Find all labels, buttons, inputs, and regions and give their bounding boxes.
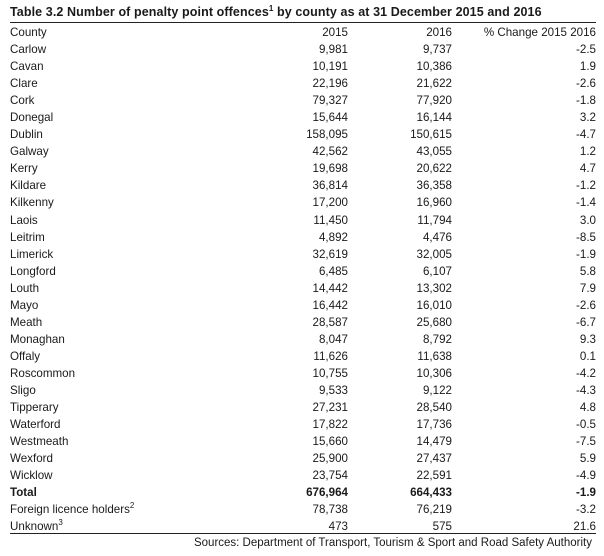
table-row bbox=[10, 501, 600, 518]
value-2016-cell: 11,638 bbox=[417, 349, 452, 363]
percent-change-cell: -7.5 bbox=[576, 435, 596, 449]
county-cell: Tipperary bbox=[10, 401, 59, 415]
table-row bbox=[10, 297, 600, 314]
table-row bbox=[10, 92, 600, 109]
table-row bbox=[10, 433, 600, 450]
county-cell: Longford bbox=[10, 264, 56, 278]
value-2015-cell: 14,442 bbox=[312, 281, 348, 295]
percent-change-cell: -4.7 bbox=[576, 128, 596, 142]
total-row bbox=[10, 484, 600, 501]
table-title: Table 3.2 Number of penalty point offences$^1$ by county as at 31 December 2015 and 2016 bbox=[10, 3, 542, 19]
county-label: Unknown bbox=[10, 520, 59, 534]
value-2015-cell: 16,442 bbox=[312, 298, 348, 312]
value-2015-cell: 10,191 bbox=[312, 60, 348, 74]
value-2016-cell: 17,736 bbox=[416, 418, 452, 432]
bottom-rule bbox=[10, 533, 596, 534]
value-2015-cell: 15,660 bbox=[312, 435, 348, 449]
value-2016-cell: 8,792 bbox=[422, 332, 452, 346]
value-2015-cell: 22,196 bbox=[312, 77, 348, 91]
percent-change-cell: 1.9 bbox=[579, 60, 596, 74]
county-label: Foreign licence holders bbox=[10, 503, 130, 517]
county-cell: Roscommon bbox=[10, 366, 76, 380]
percent-change-cell: 3.2 bbox=[579, 111, 596, 125]
county-cell: Kilkenny bbox=[10, 196, 54, 210]
table-row bbox=[10, 382, 600, 399]
value-2016-cell: 10,306 bbox=[416, 366, 452, 380]
value-2016-cell: 22,591 bbox=[416, 469, 452, 483]
table-row bbox=[10, 348, 600, 365]
table-row bbox=[10, 280, 600, 297]
county-cell: Meath bbox=[10, 315, 43, 329]
percent-change-cell: -2.5 bbox=[576, 43, 596, 57]
county-cell: Laois bbox=[10, 213, 38, 227]
value-2016-cell: 13,302 bbox=[416, 281, 452, 295]
value-2016-cell: 27,437 bbox=[416, 452, 452, 466]
table-row bbox=[10, 58, 600, 75]
percent-change-cell: -4.2 bbox=[576, 366, 596, 380]
table-row bbox=[10, 331, 600, 348]
value-2016-cell: 11,794 bbox=[417, 213, 452, 227]
county-cell: Kerry bbox=[10, 162, 38, 176]
column-header-county: County bbox=[10, 26, 47, 40]
county-cell: Cavan bbox=[10, 60, 44, 74]
value-2015-cell: 158,095 bbox=[306, 128, 348, 142]
value-2015-cell: 11,626 bbox=[313, 349, 348, 363]
table-row bbox=[10, 177, 600, 194]
table-row bbox=[10, 109, 600, 126]
percent-change-cell: -1.9 bbox=[576, 247, 596, 261]
percent-change-cell: 7.9 bbox=[579, 281, 596, 295]
value-2015-cell: 78,738 bbox=[312, 503, 348, 517]
percent-change-cell: -6.7 bbox=[576, 315, 596, 329]
value-2015-cell: 25,900 bbox=[312, 452, 348, 466]
percent-change-cell: -2.6 bbox=[576, 298, 596, 312]
table-body bbox=[10, 41, 600, 535]
top-rule bbox=[10, 22, 596, 23]
value-2016-cell: 43,055 bbox=[416, 145, 452, 159]
value-2016-cell: 76,219 bbox=[416, 503, 452, 517]
table-row bbox=[10, 450, 600, 467]
county-cell bbox=[10, 501, 210, 518]
county-cell: Sligo bbox=[10, 384, 36, 397]
value-2015-cell: 36,814 bbox=[312, 179, 348, 193]
table-row bbox=[10, 399, 600, 416]
county-cell: Dublin bbox=[10, 128, 43, 142]
table-row bbox=[10, 160, 600, 177]
percent-change-cell: 5.9 bbox=[579, 452, 596, 466]
percent-change-cell: -4.9 bbox=[576, 469, 596, 483]
source-note: Sources: Department of Transport, Tourism & Sport and Road Safety Authority bbox=[193, 537, 592, 549]
value-2016-cell: 77,920 bbox=[416, 94, 452, 108]
footnote-marker: 3 bbox=[58, 518, 63, 528]
value-2016-cell: 32,005 bbox=[416, 247, 452, 261]
county-cell: Offaly bbox=[10, 349, 41, 363]
county-cell: Clare bbox=[10, 77, 38, 91]
percent-change-cell: -8.5 bbox=[576, 230, 596, 244]
value-2015-cell: 23,754 bbox=[312, 469, 348, 483]
percent-change-cell: -1.4 bbox=[576, 196, 596, 210]
column-header-change: % Change 2015 2016 bbox=[483, 26, 596, 40]
table-row bbox=[10, 416, 600, 433]
table-row bbox=[10, 246, 600, 263]
percent-change-cell: 9.3 bbox=[579, 332, 596, 346]
county-cell: Cork bbox=[10, 94, 35, 108]
value-2015-cell: 42,562 bbox=[312, 145, 348, 159]
value-2015-cell: 79,327 bbox=[312, 94, 348, 108]
county-cell: Total bbox=[10, 486, 37, 500]
percent-change-cell: 21.6 bbox=[573, 520, 596, 534]
county-cell: Kildare bbox=[10, 179, 47, 193]
percent-change-cell: -3.2 bbox=[576, 503, 596, 517]
percent-change-cell: -4.3 bbox=[576, 384, 596, 397]
value-2015-cell: 473 bbox=[328, 520, 348, 534]
value-2016-cell: 21,622 bbox=[416, 77, 452, 91]
county-cell: Wicklow bbox=[10, 469, 53, 483]
value-2015-cell: 27,231 bbox=[312, 401, 348, 415]
value-2016-cell: 16,144 bbox=[416, 111, 452, 125]
county-cell: Leitrim bbox=[10, 230, 45, 244]
percent-change-cell: -1.9 bbox=[576, 486, 596, 500]
value-2015-cell: 676,964 bbox=[306, 486, 348, 500]
county-cell: Mayo bbox=[10, 298, 39, 312]
value-2016-cell: 36,358 bbox=[416, 179, 452, 193]
percent-change-cell: 4.8 bbox=[579, 401, 596, 415]
value-2015-cell: 4,892 bbox=[318, 230, 348, 244]
table-row bbox=[10, 126, 600, 143]
column-header-2015: 2015 bbox=[322, 26, 348, 40]
value-2015-cell: 32,619 bbox=[312, 247, 348, 261]
value-2015-cell: 8,047 bbox=[318, 332, 348, 346]
table-row bbox=[10, 314, 600, 331]
value-2016-cell: 9,122 bbox=[422, 384, 452, 397]
table-row bbox=[10, 229, 600, 246]
value-2015-cell: 6,485 bbox=[318, 264, 348, 278]
table-row bbox=[10, 143, 600, 160]
penalty-points-table bbox=[10, 24, 600, 535]
county-cell: Monaghan bbox=[10, 332, 65, 346]
value-2015-cell: 15,644 bbox=[312, 111, 348, 125]
percent-change-cell: -0.5 bbox=[576, 418, 596, 432]
percent-change-cell: 5.8 bbox=[579, 264, 596, 278]
value-2016-cell: 10,386 bbox=[416, 60, 452, 74]
percent-change-cell: 1.2 bbox=[579, 145, 596, 159]
percent-change-cell: -1.2 bbox=[576, 179, 596, 193]
county-cell: Donegal bbox=[10, 111, 54, 125]
value-2016-cell: 9,737 bbox=[422, 43, 452, 57]
value-2016-cell: 14,479 bbox=[416, 435, 452, 449]
percent-change-cell: -2.6 bbox=[576, 77, 596, 91]
value-2016-cell: 20,622 bbox=[416, 162, 452, 176]
value-2015-cell: 9,981 bbox=[318, 43, 348, 57]
county-cell: Carlow bbox=[10, 43, 47, 57]
table-row bbox=[10, 194, 600, 211]
value-2016-cell: 150,615 bbox=[410, 128, 452, 142]
value-2015-cell: 9,533 bbox=[318, 384, 348, 397]
county-cell: Galway bbox=[10, 145, 49, 159]
percent-change-cell: 3.0 bbox=[579, 213, 596, 227]
value-2016-cell: 6,107 bbox=[422, 264, 452, 278]
footnote-marker: 2 bbox=[129, 501, 135, 511]
header-row bbox=[10, 24, 600, 41]
value-2015-cell: 19,698 bbox=[312, 162, 348, 176]
value-2016-cell: 16,960 bbox=[416, 196, 452, 210]
table-row bbox=[10, 212, 600, 229]
value-2016-cell: 664,433 bbox=[410, 486, 452, 500]
table-row bbox=[10, 263, 600, 280]
county-cell: Westmeath bbox=[10, 435, 69, 449]
value-2016-cell: 575 bbox=[432, 520, 452, 534]
column-header-2016: 2016 bbox=[426, 26, 452, 40]
value-2015-cell: 17,822 bbox=[312, 418, 348, 432]
county-cell: Louth bbox=[10, 281, 40, 295]
value-2016-cell: 25,680 bbox=[416, 315, 452, 329]
table-row bbox=[10, 467, 600, 484]
county-cell: Limerick bbox=[10, 247, 54, 261]
value-2015-cell: 10,755 bbox=[312, 366, 348, 380]
value-2015-cell: 11,450 bbox=[313, 213, 348, 227]
table-row bbox=[10, 41, 600, 58]
percent-change-cell: -1.8 bbox=[576, 94, 596, 108]
county-cell: Waterford bbox=[10, 418, 61, 432]
county-cell: Wexford bbox=[10, 452, 53, 466]
value-2015-cell: 17,200 bbox=[312, 196, 348, 210]
table-row bbox=[10, 75, 600, 92]
value-2015-cell: 28,587 bbox=[312, 315, 348, 329]
table-row bbox=[10, 365, 600, 382]
value-2016-cell: 16,010 bbox=[416, 298, 452, 312]
percent-change-cell: 0.1 bbox=[579, 349, 596, 363]
percent-change-cell: 4.7 bbox=[579, 162, 596, 176]
value-2016-cell: 28,540 bbox=[416, 401, 452, 415]
value-2016-cell: 4,476 bbox=[422, 230, 452, 244]
